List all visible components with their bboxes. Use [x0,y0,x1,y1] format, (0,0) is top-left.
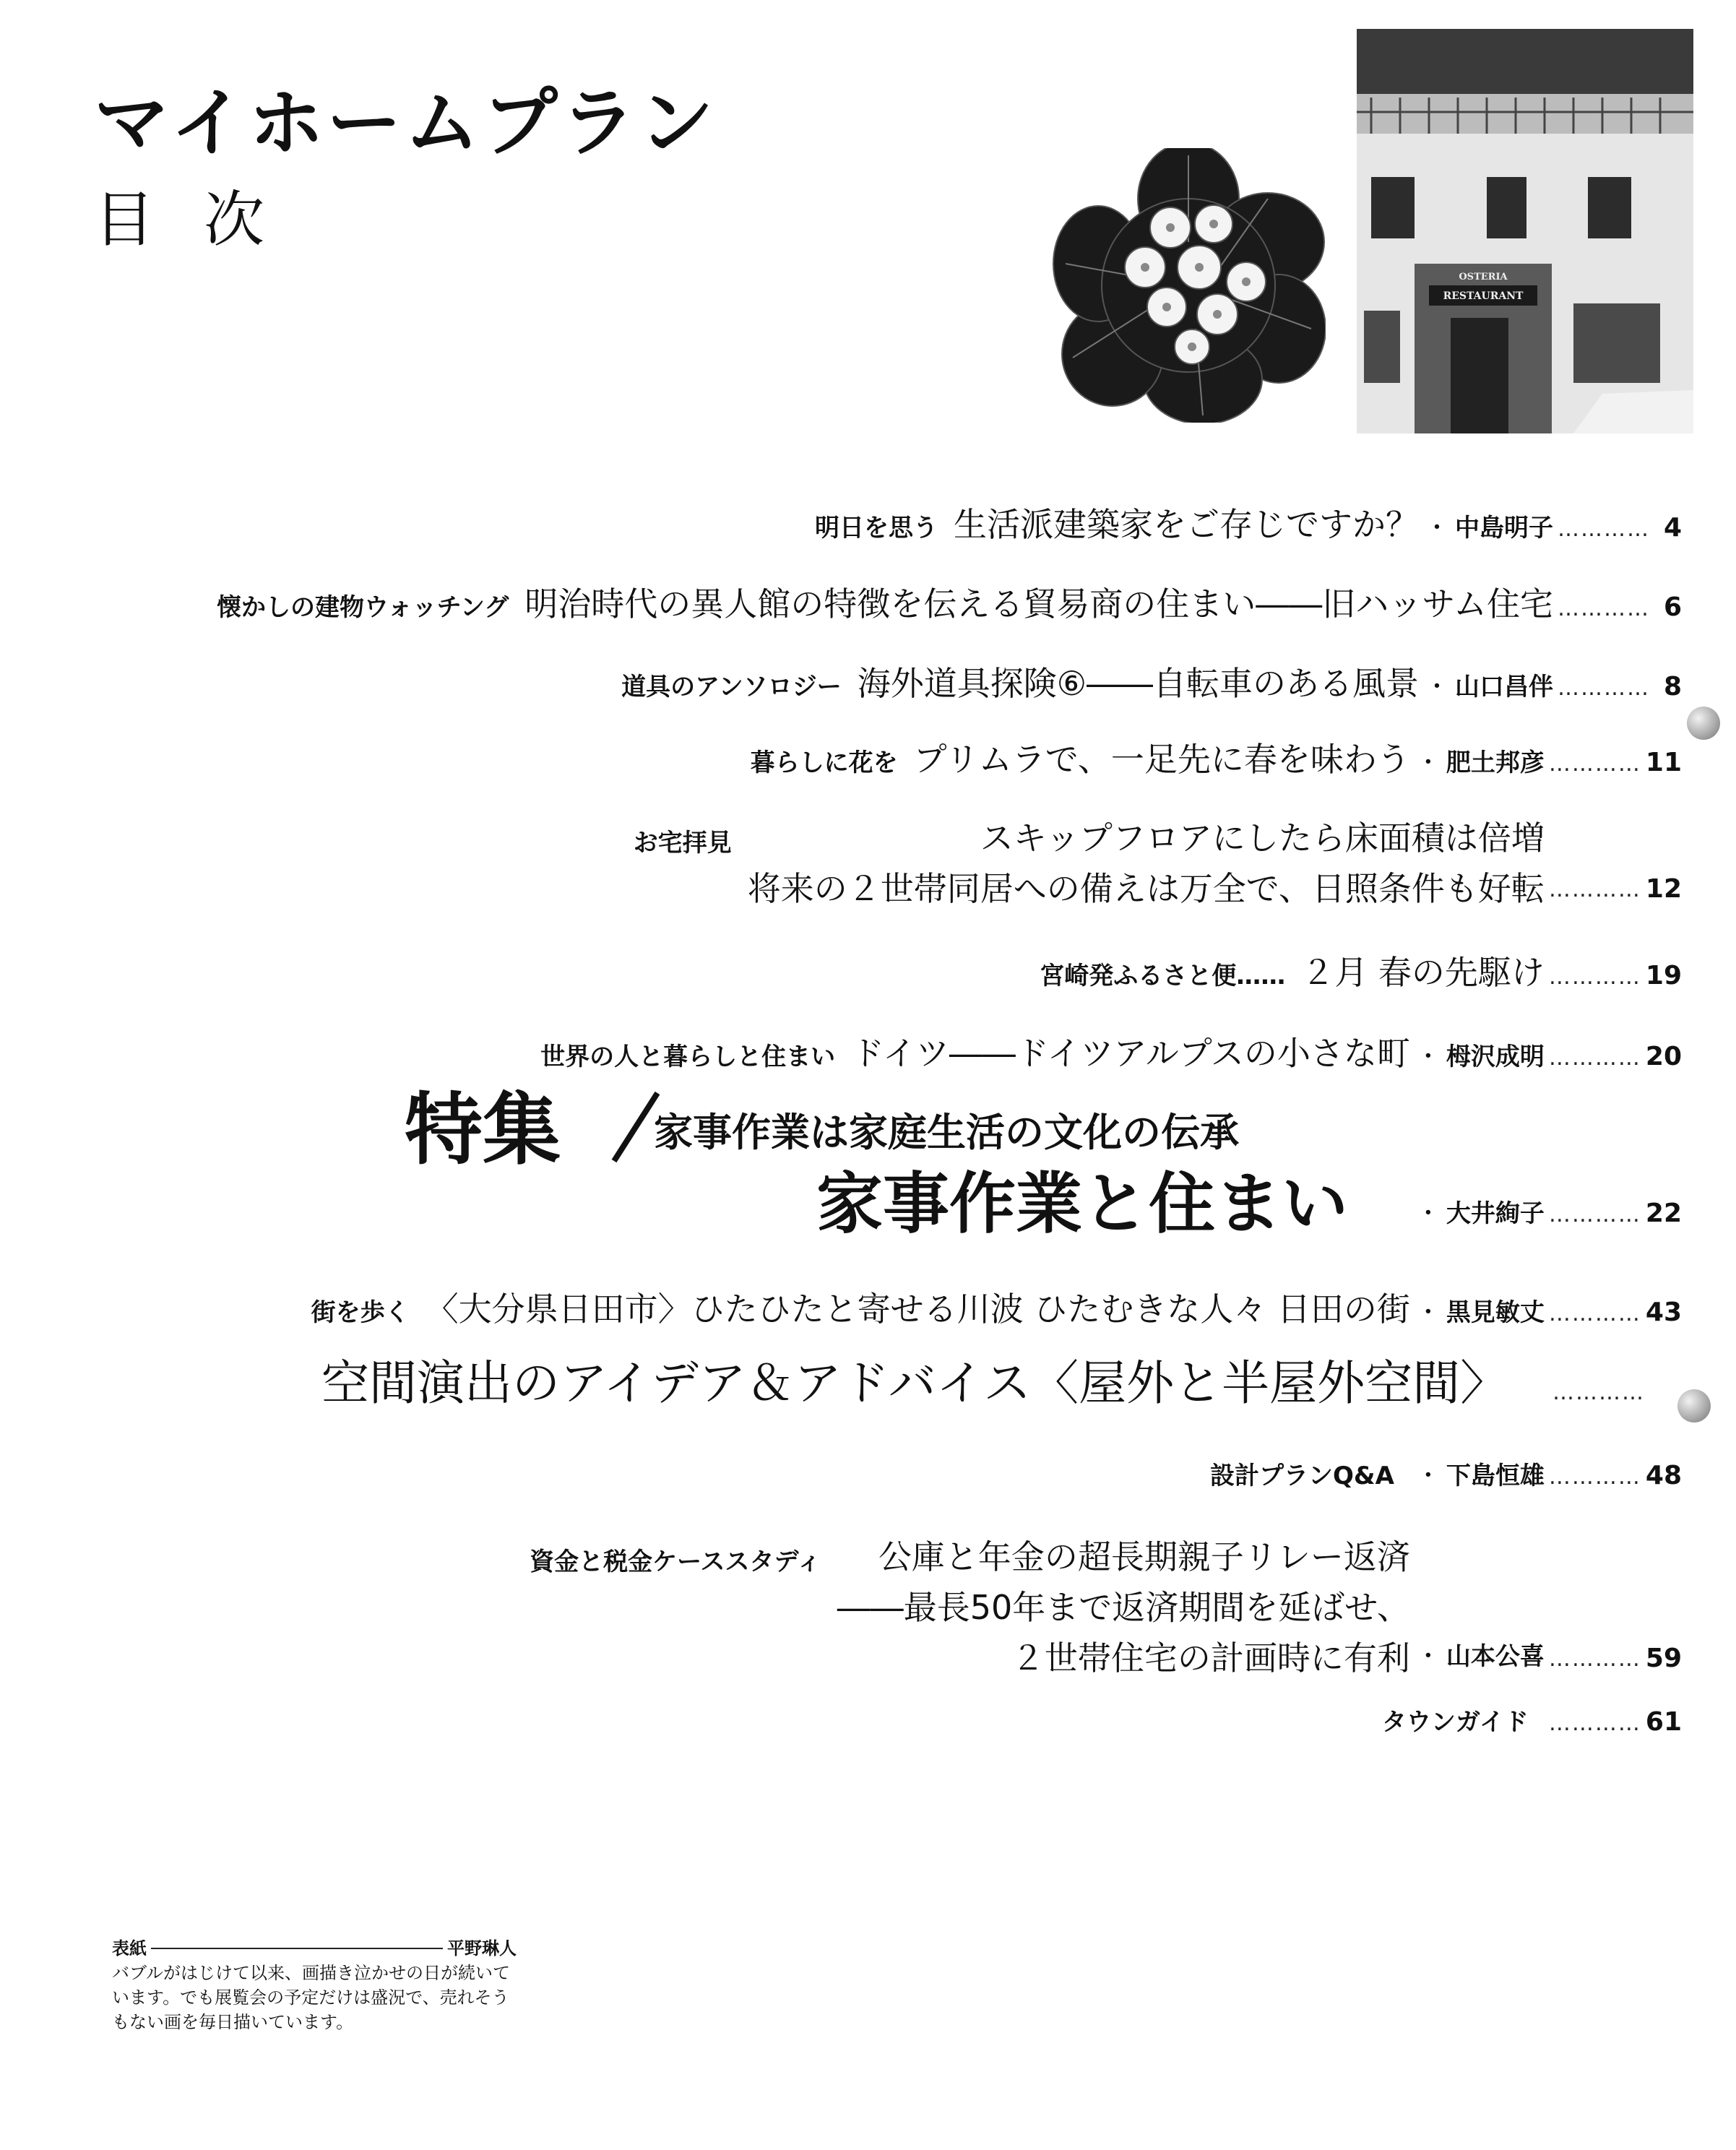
entry-category: 世界の人と暮らしと住まい [540,1042,836,1071]
entry-category: 街を歩く [311,1298,410,1327]
toc-entry: お宅拝見 スキップフロアにしたら床面積は倍増 将来の２世帯同居への備えは万全で、日照条件も好転 ………… 12 [634,813,1682,914]
entry-page: 43 [1645,1298,1682,1327]
entry-title: 海外道具探険⑥――自転車のある風景 [857,664,1419,703]
toc-entry: 設計プランQ&A ・ 下島恒雄 ………… 48 [1210,1456,1682,1491]
toc-entry: 世界の人と暮らしと住まい ドイツ――ドイツアルプスの小さな町 ・ 栂沢成明 ………… 20 [540,1027,1682,1075]
entry-author: 山口昌伴 [1455,673,1553,701]
binding-hole [1677,1389,1711,1422]
entry-author: 中島明子 [1455,514,1553,543]
entry-title: 生活派建築家をご存じですか？ [954,505,1419,544]
entry-page: 22 [1645,1199,1682,1228]
cover-artist: 平野琳人 [447,1938,517,1959]
entry-category: お宅拝見 [633,829,732,858]
entry-page: 19 [1645,961,1682,990]
magazine-title: マイホームプラン [94,79,717,167]
idea-leader: ………… [1553,1380,1645,1405]
entry-author: 山本公喜 [1446,1642,1545,1671]
entry-page: 6 [1663,592,1682,622]
entry-title-line: スキップフロアにしたら床面積は倍増 [980,819,1545,858]
entry-title: 明治時代の異人館の特徴を伝える貿易商の住まい――旧ハッサム住宅 [524,584,1553,623]
feature-label: 特集 [405,1084,561,1175]
restaurant-building-photo [1357,29,1693,433]
toc-entry: 暮らしに花を プリムラで、一足先に春を味わう ・ 肥土邦彦 ………… 11 [751,733,1682,781]
sign-restaurant: RESTAURANT [1443,290,1524,302]
entry-page: 8 [1663,672,1682,701]
entry-category: 道具のアンソロジー [621,673,842,701]
entry-title-line: 将来の２世帯同居への備えは万全で、日照条件も好転 [747,869,1545,908]
entry-page: 20 [1645,1042,1682,1071]
entry-author: 肥土邦彦 [1446,748,1545,777]
toc-entry: 資金と税金ケーススタディ 公庫と年金の超長期親子リレー返済 ――最長50年まで返済期間を延ばせ、 ２世帯住宅の計画時に有利 ・ 山本公喜 ………… 59 [530,1532,1682,1683]
toc-entry: 懐かしの建物ウォッチング 明治時代の異人館の特徴を伝える貿易商の住まい――旧ハッサム住宅 ………… 6 [217,578,1682,626]
entry-title: ドイツ――ドイツアルプスの小さな町 [851,1034,1410,1073]
entry-page: 48 [1645,1461,1682,1490]
idea-section-title: 空間演出のアイデア＆アドバイス〈屋外と半屋外空間〉 [321,1355,1508,1411]
entry-title-line: 公庫と年金の超長期親子リレー返済 [878,1537,1410,1576]
entry-author: 下島恒雄 [1446,1462,1545,1490]
toc-entry: 道具のアンソロジー 海外道具探険⑥――自転車のある風景 ・ 山口昌伴 ………… 8 [621,657,1682,705]
cover-label: 表紙 [112,1938,147,1959]
entry-page: 12 [1645,874,1682,904]
toc-entry: 街を歩く 〈大分県日田市〉ひたひたと寄せる川波 ひたむきな人々 日田の街 ・ 黒見敏丈 ………… 43 [311,1283,1682,1331]
toc-entry: タウンガイド ………… 61 [1382,1702,1682,1737]
entry-title: ２月 春の先駆け [1301,953,1545,992]
feature-title: 家事作業と住まい [816,1165,1349,1243]
feature-author-line: ・ 大井絢子 ………… 22 [1410,1193,1682,1229]
toc-entry: 宮崎発ふるさと便…… ２月 春の先駆け ………… 19 [1040,946,1682,994]
entry-author: 大井絢子 [1446,1199,1545,1228]
entry-category: 設計プランQ&A [1210,1462,1394,1490]
entry-title-line: ２世帯住宅の計画時に有利 [1011,1639,1410,1678]
cover-note: バブルがはじけて以来、画描き泣かせの日が続いています。でも展覧会の予定だけは盛況で、売れそうもない画を毎日描いています。 [112,1963,511,2032]
entry-title: プリムラで、一足先に春を味わう [913,740,1410,779]
primula-flower-image [1051,148,1326,423]
entry-category: 明日を思う [815,514,938,543]
entry-title-line: ――最長50年まで返済期間を延ばせ、 [837,1588,1410,1627]
entry-title: 〈大分県日田市〉ひたひたと寄せる川波 ひたむきな人々 日田の街 [425,1290,1410,1329]
entry-category: 懐かしの建物ウォッチング [217,593,509,622]
entry-category: 宮崎発ふるさと便…… [1040,962,1286,990]
contents-heading: 目次 [94,184,314,255]
entry-category: 資金と税金ケーススタディ [530,1547,821,1576]
entry-category: 暮らしに花を [750,748,898,777]
entry-page: 4 [1663,513,1682,543]
binding-hole [1687,707,1720,740]
entry-page: 61 [1645,1707,1682,1737]
sign-osteria: OSTERIA [1459,272,1508,282]
entry-page: 59 [1645,1644,1682,1673]
entry-author: 栂沢成明 [1446,1042,1545,1071]
cover-credit-heading [112,1936,517,1961]
toc-entry: 明日を思う 生活派建築家をご存じですか？ ・ 中島明子 ………… 4 [815,498,1682,546]
entry-page: 11 [1645,748,1682,777]
feature-subtitle: 家事作業は家庭生活の文化の伝承 [654,1109,1239,1155]
entry-author: 黒見敏丈 [1446,1298,1545,1327]
cover-credit [112,1936,517,2034]
entry-category: タウンガイド [1381,1708,1529,1737]
cover-rule [151,1948,443,1949]
